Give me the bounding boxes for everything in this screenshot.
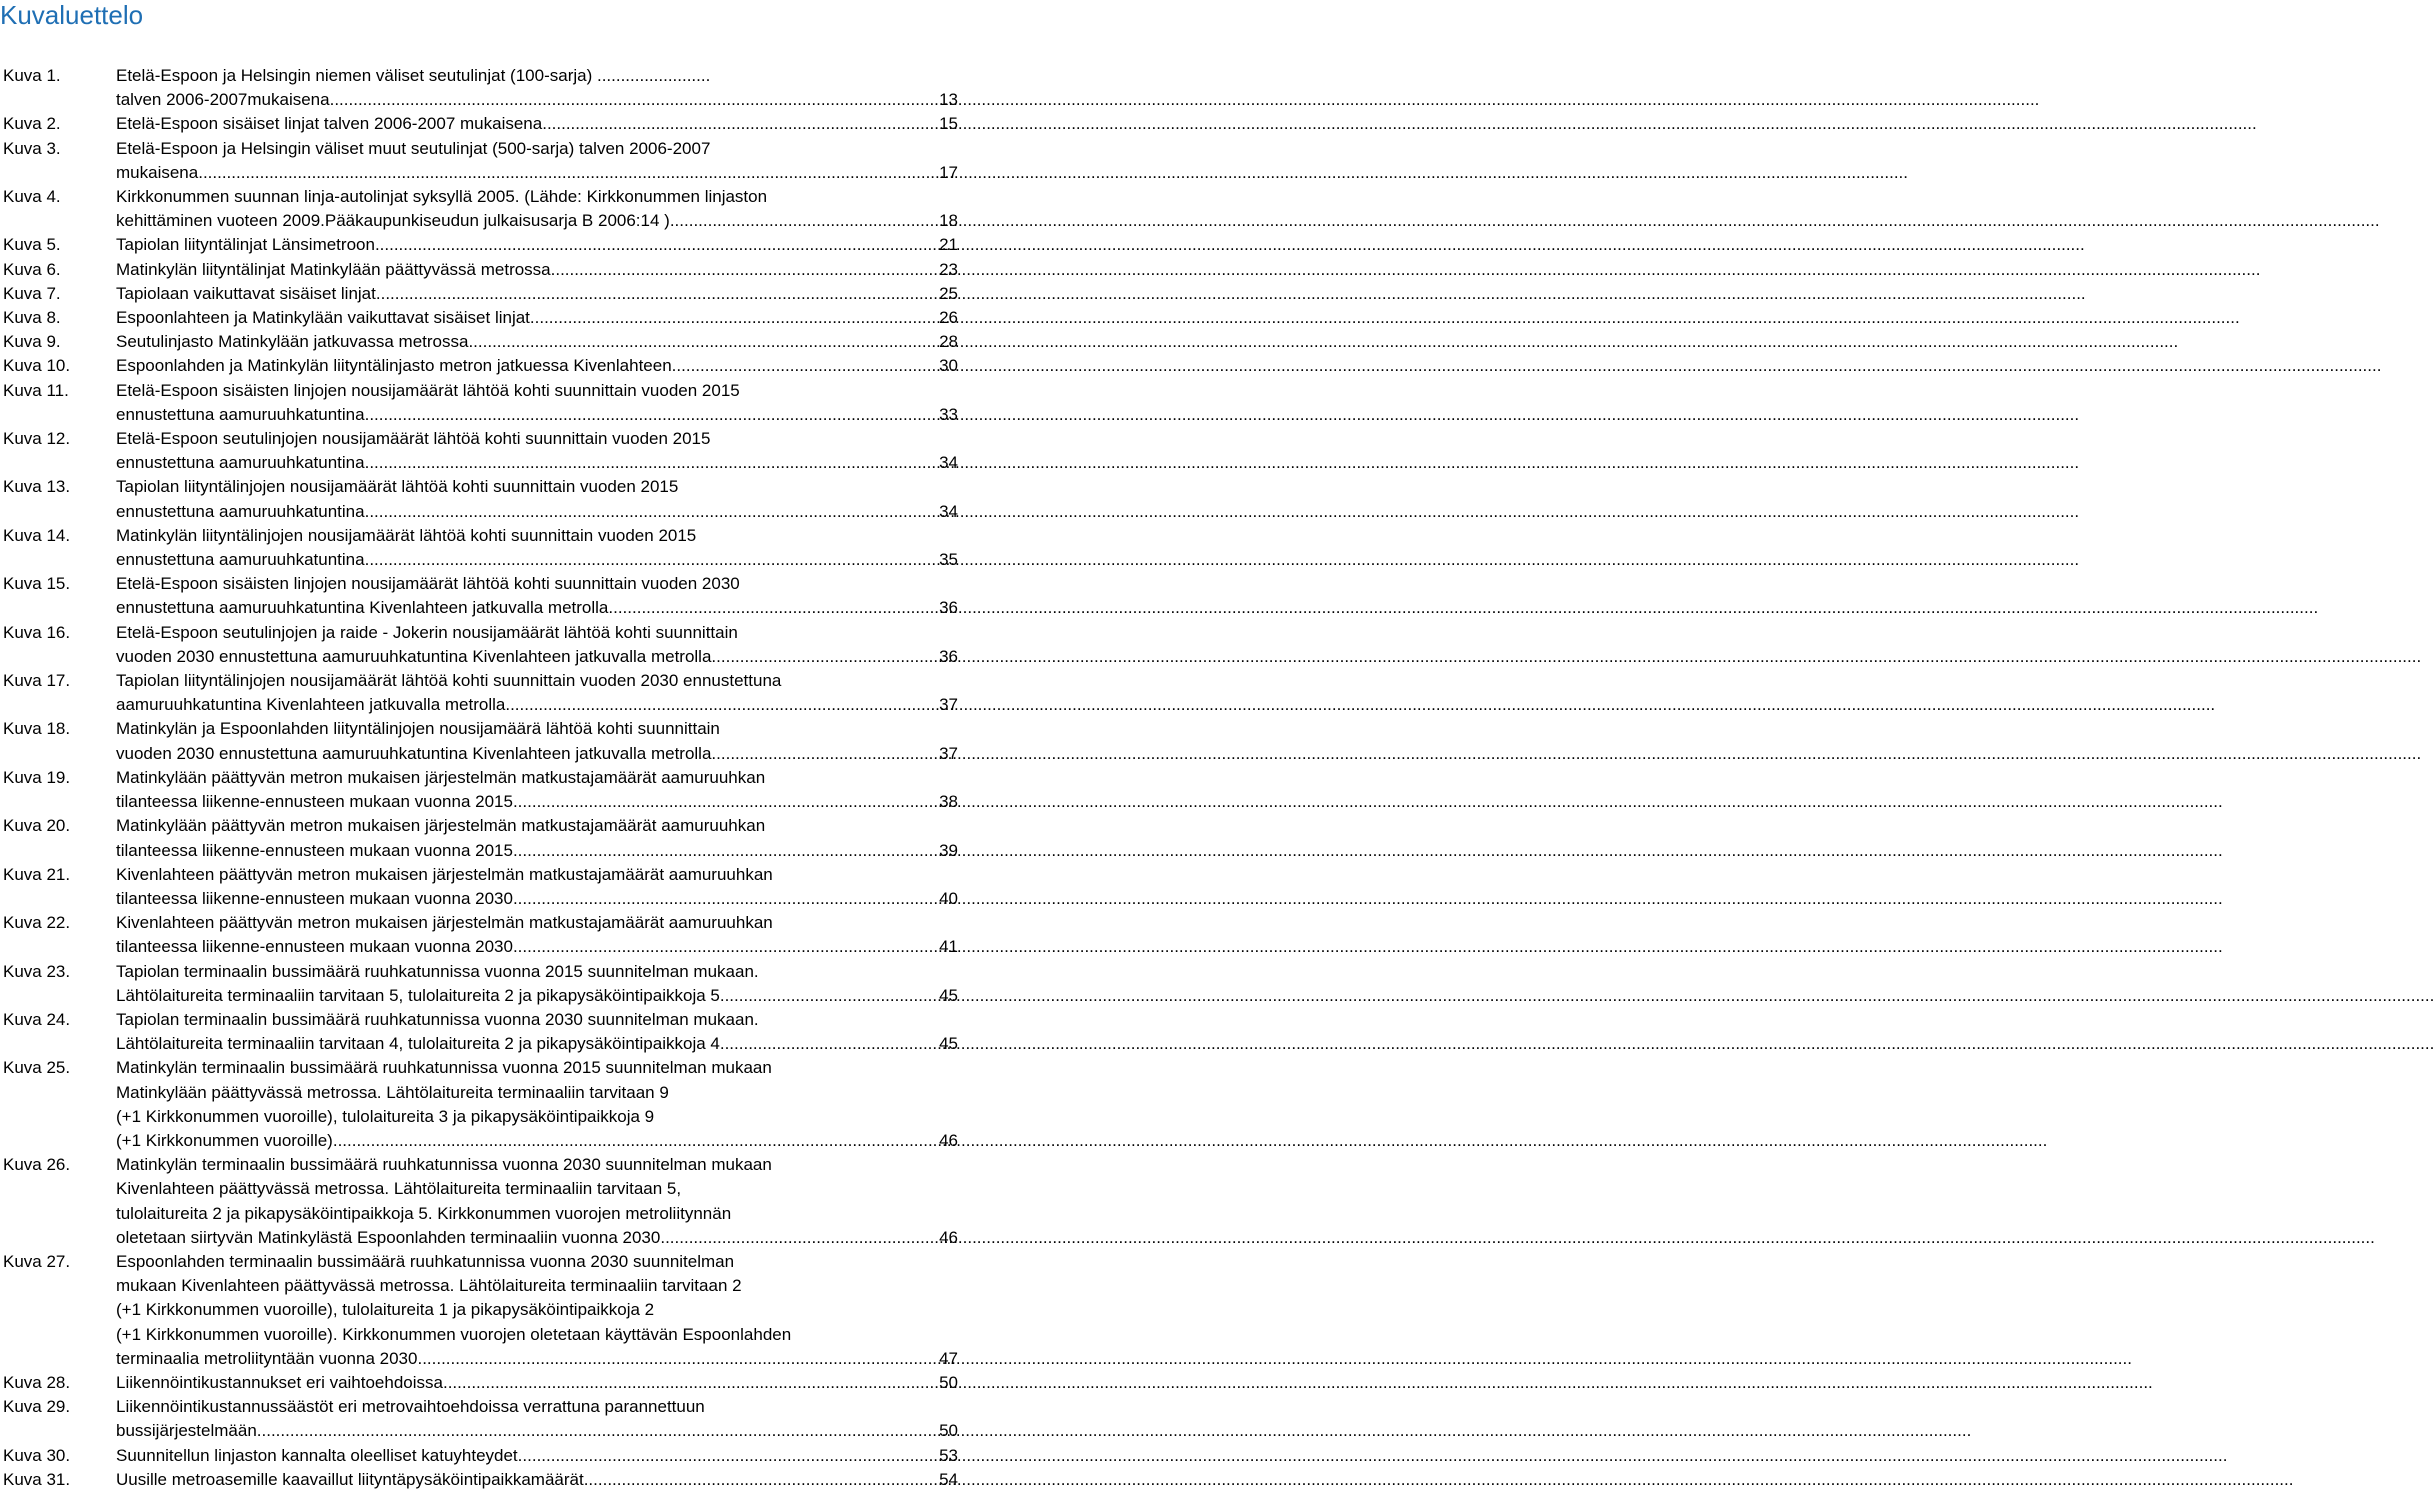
figure-entry[interactable] (3, 354, 958, 378)
figure-caption (116, 475, 958, 523)
page-number[interactable]: 36 (939, 646, 958, 666)
figure-number: Kuva 18. (3, 719, 71, 739)
figure-number: Kuva 17. (3, 671, 71, 691)
figure-number: Kuva 20. (3, 816, 71, 836)
page-number[interactable]: 39 (939, 840, 958, 860)
page-number[interactable]: 21 (939, 235, 958, 255)
figure-entry[interactable] (3, 1395, 958, 1443)
dot-leader (725, 1032, 938, 1056)
caption-line: Seutulinjasto Matinkylään jatkuvassa metrossa (116, 332, 469, 352)
figure-entry[interactable] (3, 112, 958, 136)
figure-entry[interactable] (3, 306, 958, 330)
caption-line: Matinkylän ja Espoonlahden liityntälinjojen nousijamäärä lähtöä kohti suunnittain (116, 719, 720, 739)
figure-number: Kuva 5. (3, 235, 61, 255)
figure-entry[interactable] (3, 1371, 958, 1395)
figure-entry[interactable] (3, 1250, 958, 1371)
page-number[interactable]: 41 (939, 937, 958, 957)
caption-line: Etelä-Espoon ja Helsingin niemen väliset seutulinjat (100-sarja) ........................ (116, 66, 711, 85)
figure-caption (116, 1153, 958, 1250)
figure-caption (116, 1395, 958, 1443)
page-number[interactable]: 37 (939, 743, 958, 763)
page-number[interactable]: 36 (939, 598, 958, 618)
figure-caption (116, 524, 958, 572)
caption-line: vuoden 2030 ennustettuna aamuruuhkatuntina Kivenlahteen jatkuvalla metrolla (116, 646, 712, 666)
page-number[interactable]: 37 (939, 695, 958, 715)
figure-number: Kuva 9. (3, 332, 61, 352)
caption-line: Uusille metroasemille kaavaillut liityntäpysäköintipaikkamäärät (116, 1469, 584, 1489)
caption-line: Tapiolaan vaikuttavat sisäiset linjat (116, 283, 376, 303)
figure-caption (116, 1250, 958, 1371)
caption-line: Tapiolan terminaalin bussimäärä ruuhkatunnissa vuonna 2030 suunnitelman mukaan. (116, 1009, 759, 1029)
figure-caption (116, 766, 958, 814)
page-number[interactable]: 38 (939, 792, 958, 812)
figure-number: Kuva 13. (3, 477, 71, 497)
caption-line: oletetaan siirtyvän Matinkylästä Espoonlahden terminaaliin vuonna 2030. (116, 1227, 666, 1247)
figure-number: Kuva 25. (3, 1058, 71, 1078)
figure-number: Kuva 19. (3, 767, 71, 787)
page-number[interactable]: 45 (939, 1034, 958, 1054)
figure-number: Kuva 29. (3, 1397, 71, 1417)
figure-entry[interactable] (3, 621, 958, 669)
figure-caption (116, 185, 958, 233)
figure-number: Kuva 24. (3, 1009, 71, 1029)
dot-leader (422, 1347, 937, 1371)
caption-line: Liikennöintikustannukset eri vaihtoehdoissa (116, 1372, 443, 1392)
caption-line: ennustettuna aamuruuhkatuntina. (116, 404, 370, 424)
figure-number: Kuva 30. (3, 1445, 71, 1465)
figure-entry[interactable] (3, 233, 958, 257)
dot-leader (711, 742, 937, 766)
dot-leader (518, 1444, 937, 1468)
figure-number: Kuva 15. (3, 574, 71, 594)
figure-entry[interactable] (3, 572, 958, 620)
caption-line: Tapiolan terminaalin bussimäärä ruuhkatunnissa vuonna 2015 suunnitelman mukaan. (116, 961, 759, 981)
page-number[interactable]: 45 (939, 985, 958, 1005)
page-number[interactable]: 47 (939, 1348, 958, 1368)
caption-line: aamuruuhkatuntina Kivenlahteen jatkuvalla metrolla (116, 695, 506, 715)
figure-number: Kuva 1. (3, 66, 61, 85)
caption-line: ennustettuna aamuruuhkatuntina. (116, 453, 370, 473)
page-title: Kuvaluettelo (0, 0, 144, 30)
caption-line: Matinkylän terminaalin bussimäärä ruuhkatunnissa vuonna 2015 suunnitelman mukaan (116, 1058, 772, 1078)
caption-line: Suunnitellun linjaston kannalta oleelliset katuyhteydet (116, 1445, 518, 1465)
figure-entry[interactable] (3, 1468, 958, 1492)
dot-leader (513, 839, 937, 863)
caption-line: kehittäminen vuoteen 2009.Pääkaupunkiseudun julkaisusarja B 2006:14 ) (116, 211, 670, 231)
figure-caption (116, 354, 958, 378)
page-number[interactable]: 46 (939, 1227, 958, 1247)
figure-caption (116, 911, 958, 959)
caption-line: Etelä-Espoon seutulinjojen nousijamäärät lähtöä kohti suunnittain vuoden 2015 (116, 429, 711, 449)
caption-line: tilanteessa liikenne-ennusteen mukaan vuonna 2030 (116, 937, 513, 957)
caption-line: tulolaitureita 2 ja pikapysäköintipaikkoja 5. Kirkkonummen vuorojen metroliitynnän (116, 1203, 732, 1223)
page-number[interactable]: 35 (939, 550, 958, 570)
dot-leader (530, 306, 937, 330)
figure-number: Kuva 23. (3, 961, 71, 981)
caption-line: Matinkylän liityntälinjojen nousijamäärät lähtöä kohti suunnittain vuoden 2015 (116, 525, 697, 545)
dot-leader (369, 451, 937, 475)
figure-caption (116, 814, 958, 862)
caption-line: vuoden 2030 ennustettuna aamuruuhkatuntina Kivenlahteen jatkuvalla metrolla (116, 743, 712, 763)
caption-line: ennustettuna aamuruuhkatuntina. (116, 501, 370, 521)
dot-leader (725, 984, 938, 1008)
caption-line: Tapiolan liityntälinjat Länsimetroon (116, 235, 375, 255)
figure-number: Kuva 16. (3, 622, 71, 642)
caption-line: Etelä-Espoon sisäisten linjojen nousijamäärät lähtöä kohti suunnittain vuoden 2015 (116, 380, 740, 400)
figure-caption (116, 1371, 958, 1395)
figure-list (3, 64, 958, 1492)
page-number[interactable]: 18 (939, 211, 958, 231)
caption-line: Lähtölaitureita terminaaliin tarvitaan 4, tulolaitureita 2 ja pikapysäköintipaikkoja 4. (116, 1034, 725, 1054)
caption-line: (+1 Kirkkonummen vuoroille). Kirkkonummen vuorojen oletetaan käyttävän Espoonlahden (116, 1324, 792, 1344)
caption-line: Kivenlahteen päättyvän metron mukaisen järjestelmän matkustajamäärät aamuruuhkan (116, 864, 773, 884)
dot-leader (338, 1129, 938, 1153)
dot-leader (513, 935, 937, 959)
caption-line: Lähtölaitureita terminaaliin tarvitaan 5, tulolaitureita 2 ja pikapysäköintipaikkoja 5. (116, 985, 725, 1005)
dot-leader (375, 233, 937, 257)
page-number[interactable]: 28 (939, 332, 958, 352)
figure-caption (116, 1444, 958, 1468)
caption-line: bussijärjestelmään. (116, 1421, 262, 1441)
figure-number: Kuva 31. (3, 1469, 71, 1489)
figure-entry[interactable] (3, 282, 958, 306)
page-number[interactable]: 46 (939, 1130, 958, 1150)
figure-entry[interactable] (3, 258, 958, 282)
dot-leader (369, 548, 937, 572)
figure-caption (116, 621, 958, 669)
caption-line: Kivenlahteen päättyvän metron mukaisen järjestelmän matkustajamäärät aamuruuhkan (116, 913, 773, 933)
figure-entry[interactable] (3, 960, 958, 1008)
caption-line: Matinkylään päättyvässä metrossa. Lähtölaitureita terminaaliin tarvitaan 9 (116, 1082, 669, 1102)
dot-leader (513, 790, 937, 814)
figure-number: Kuva 8. (3, 308, 61, 328)
caption-line: mukaisena (116, 162, 199, 182)
figure-caption (116, 330, 958, 354)
caption-line: tilanteessa liikenne-ennusteen mukaan vuonna 2015 (116, 840, 513, 860)
figure-entry[interactable] (3, 137, 958, 185)
page-number[interactable]: 15 (939, 114, 958, 134)
figure-number: Kuva 3. (3, 138, 61, 158)
page-number[interactable]: 23 (939, 259, 958, 279)
page-number[interactable]: 50 (939, 1421, 958, 1441)
dot-leader (670, 209, 937, 233)
caption-line: ennustettuna aamuruuhkatuntina Kivenlahteen jatkuvalla metrolla (116, 598, 609, 618)
figure-entry[interactable] (3, 1444, 958, 1468)
dot-leader (513, 887, 937, 911)
figure-entry[interactable] (3, 1056, 958, 1153)
figure-caption (116, 1468, 958, 1492)
figure-entry[interactable] (3, 379, 958, 427)
dot-leader (711, 645, 937, 669)
caption-line: Etelä-Espoon sisäisten linjojen nousijamäärät lähtöä kohti suunnittain vuoden 2030 (116, 574, 740, 594)
figure-number: Kuva 21. (3, 864, 71, 884)
page-number[interactable]: 26 (939, 308, 958, 328)
caption-line: ennustettuna aamuruuhkatuntina. (116, 550, 370, 570)
figure-number: Kuva 27. (3, 1251, 71, 1271)
page-number[interactable]: 53 (939, 1445, 958, 1465)
dot-leader (468, 330, 937, 354)
figure-entry[interactable] (3, 475, 958, 523)
caption-line: Matinkylän terminaalin bussimäärä ruuhkatunnissa vuonna 2030 suunnitelman mukaan (116, 1155, 772, 1175)
figure-caption (116, 863, 958, 911)
figure-caption (116, 282, 958, 306)
dot-leader (608, 596, 937, 620)
dot-leader (547, 112, 937, 136)
figure-number: Kuva 26. (3, 1155, 71, 1175)
figure-number: Kuva 10. (3, 356, 71, 376)
figure-caption (116, 112, 958, 136)
figure-entry[interactable] (3, 1008, 958, 1056)
page-number[interactable]: 54 (939, 1469, 958, 1489)
caption-line: (+1 Kirkkonummen vuoroille). (116, 1130, 338, 1150)
caption-line: Matinkylään päättyvän metron mukaisen järjestelmän matkustajamäärät aamuruuhkan (116, 767, 766, 787)
figure-entry[interactable] (3, 185, 958, 233)
caption-line: mukaan Kivenlahteen päättyvässä metrossa. Lähtölaitureita terminaaliin tarvitaan 2 (116, 1276, 742, 1296)
figure-caption (116, 960, 958, 1008)
dot-leader (330, 88, 937, 112)
caption-line: talven 2006-2007mukaisena (116, 90, 330, 110)
figure-entry[interactable] (3, 524, 958, 572)
figure-number: Kuva 2. (3, 114, 61, 134)
caption-line: Etelä-Espoon sisäiset linjat talven 2006-2007 mukaisena. (116, 114, 547, 134)
caption-line: Matinkylään päättyvän metron mukaisen järjestelmän matkustajamäärät aamuruuhkan (116, 816, 766, 836)
figure-entry[interactable] (3, 669, 958, 717)
caption-line: Espoonlahden ja Matinkylän liityntälinjasto metron jatkuessa Kivenlahteen (116, 356, 672, 376)
figure-number: Kuva 22. (3, 913, 71, 933)
caption-line: Etelä-Espoon ja Helsingin väliset muut seutulinjat (500-sarja) talven 2006-2007 (116, 138, 711, 158)
page-number[interactable]: 25 (939, 283, 958, 303)
dot-leader (551, 258, 937, 282)
figure-number: Kuva 11. (3, 380, 69, 400)
figure-entry[interactable] (3, 330, 958, 354)
figure-number: Kuva 12. (3, 429, 71, 449)
dot-leader (584, 1468, 937, 1492)
figure-number: Kuva 6. (3, 259, 61, 279)
dot-leader (376, 282, 937, 306)
caption-line: tilanteessa liikenne-ennusteen mukaan vuonna 2030 (116, 888, 513, 908)
caption-line: tilanteessa liikenne-ennusteen mukaan vuonna 2015 (116, 792, 513, 812)
caption-line: Etelä-Espoon seutulinjojen ja raide - Jokerin nousijamäärät lähtöä kohti suunnittain (116, 622, 738, 642)
figure-entry[interactable] (3, 1153, 958, 1250)
figure-caption (116, 1056, 958, 1153)
caption-line: (+1 Kirkkonummen vuoroille), tulolaitureita 3 ja pikapysäköintipaikkoja 9 (116, 1106, 655, 1126)
figure-number: Kuva 7. (3, 283, 61, 303)
page-number[interactable]: 17 (939, 162, 958, 182)
caption-line: Liikennöintikustannussäästöt eri metrovaihtoehdoissa verrattuna parannettuun (116, 1397, 705, 1417)
page-number[interactable]: 30 (939, 356, 958, 376)
page-number[interactable]: 13 (939, 90, 958, 110)
dot-leader (369, 500, 937, 524)
figure-number: Kuva 4. (3, 187, 61, 207)
dot-leader (443, 1371, 937, 1395)
dot-leader (198, 161, 937, 185)
figure-entry[interactable] (3, 427, 958, 475)
figure-caption (116, 572, 958, 620)
caption-line: Espoonlahteen ja Matinkylään vaikuttavat sisäiset linjat (116, 308, 530, 328)
caption-line: Kivenlahteen päättyvässä metrossa. Lähtölaitureita terminaaliin tarvitaan 5, (116, 1179, 682, 1199)
caption-line: Matinkylän liityntälinjat Matinkylään päättyvässä metrossa (116, 259, 551, 279)
caption-line: Kirkkonummen suunnan linja-autolinjat syksyllä 2005. (Lähde: Kirkkonummen linjaston (116, 187, 768, 207)
dot-leader (369, 403, 937, 427)
figure-caption (116, 258, 958, 282)
figure-caption (116, 233, 958, 257)
dot-leader (672, 354, 937, 378)
dot-leader (262, 1419, 938, 1443)
figure-entry[interactable] (3, 814, 958, 862)
figure-number: Kuva 14. (3, 525, 71, 545)
figure-caption (116, 64, 958, 112)
caption-line: Espoonlahden terminaalin bussimäärä ruuhkatunnissa vuonna 2030 suunnitelman (116, 1251, 735, 1271)
figure-caption (116, 306, 958, 330)
dot-leader (505, 693, 937, 717)
figure-caption (116, 427, 958, 475)
figure-entry[interactable] (3, 717, 958, 765)
figure-entry[interactable] (3, 64, 958, 112)
figure-entry[interactable] (3, 863, 958, 911)
figure-caption (116, 379, 958, 427)
caption-line: Tapiolan liityntälinjojen nousijamäärät lähtöä kohti suunnittain vuoden 2015 (116, 477, 679, 497)
page-number[interactable]: 33 (939, 404, 958, 424)
dot-leader (665, 1226, 937, 1250)
caption-line: terminaalia metroliityntään vuonna 2030. (116, 1348, 423, 1368)
caption-line: (+1 Kirkkonummen vuoroille), tulolaitureita 1 ja pikapysäköintipaikkoja 2 (116, 1300, 655, 1320)
figure-caption (116, 669, 958, 717)
page-number[interactable]: 50 (939, 1372, 958, 1392)
page-number[interactable]: 34 (939, 501, 958, 521)
figure-entry[interactable] (3, 911, 958, 959)
page-number[interactable]: 34 (939, 453, 958, 473)
page-number[interactable]: 40 (939, 888, 958, 908)
figure-caption (116, 1008, 958, 1056)
figure-caption (116, 717, 958, 765)
figure-caption (116, 137, 958, 185)
figure-entry[interactable] (3, 766, 958, 814)
figure-number: Kuva 28. (3, 1372, 71, 1392)
caption-line: Tapiolan liityntälinjojen nousijamäärät lähtöä kohti suunnittain vuoden 2030 ennustettuna (116, 671, 782, 691)
